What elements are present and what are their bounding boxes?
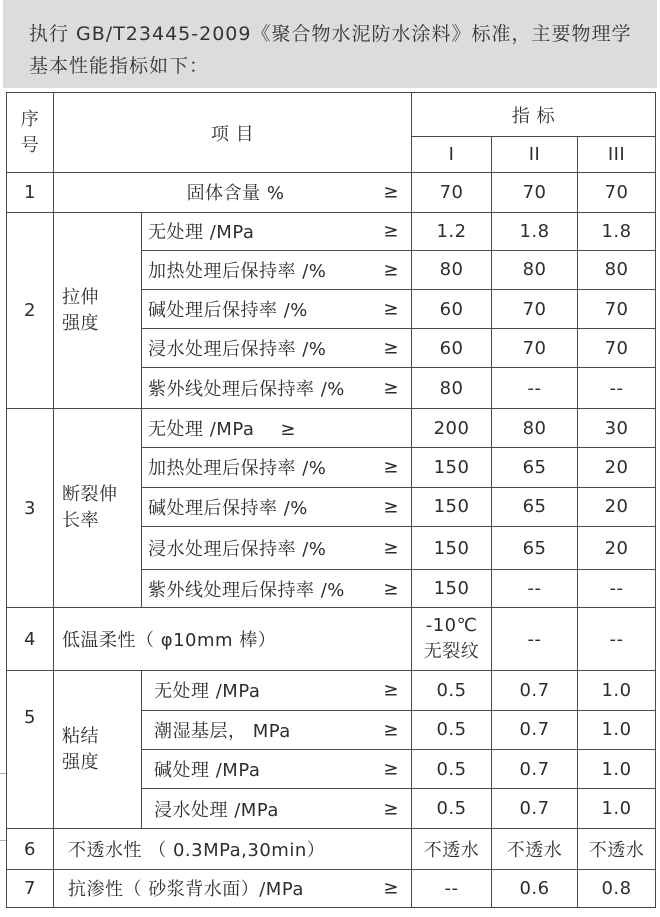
value-grade-1: 80 [412, 368, 492, 409]
header-grade-1: I [412, 137, 492, 173]
item-cell [142, 212, 412, 250]
item-cell [142, 289, 412, 328]
value-grade-1: 0.5 [412, 789, 492, 829]
value-grade-2: -- [492, 368, 578, 409]
value-grade-3: 70 [578, 329, 656, 368]
value-grade-1: 0.5 [412, 670, 492, 710]
value-grade-1: 不透水 [412, 829, 492, 869]
item-cell [142, 527, 412, 570]
ge-symbol: ≥ [383, 496, 400, 518]
group-label: 断裂伸长率 [54, 409, 142, 608]
ge-symbol: ≥ [383, 259, 400, 281]
row-number: 3 [7, 409, 54, 608]
ge-symbol: ≥ [383, 377, 400, 399]
item-label: 无处理 /MPa [154, 681, 261, 703]
value-grade-3: 70 [578, 289, 656, 328]
header-grade-2: II [492, 137, 578, 173]
value-grade-1: 1.2 [412, 212, 492, 250]
row-number: 4 [7, 608, 54, 670]
value-grade-3: 20 [578, 487, 656, 526]
item-cell [142, 710, 412, 749]
value-grade-1: 0.5 [412, 710, 492, 749]
value-grade-3: 30 [578, 409, 656, 447]
item-label: 浸水处理后保持率 /% [148, 339, 327, 361]
value-grade-2: 70 [492, 289, 578, 328]
value-grade-2: -- [492, 570, 578, 608]
ge-symbol: ≥ [383, 758, 400, 780]
item-label: 紫外线处理后保持率 /% [148, 379, 345, 401]
item-label: 加热处理后保持率 /% [148, 260, 327, 282]
value-grade-3: 不透水 [578, 829, 656, 869]
group-label: 粘结强度 [54, 670, 142, 829]
value-grade-1: -10℃无裂纹 [412, 608, 492, 670]
value-grade-2: -- [492, 608, 578, 670]
value-grade-1: 200 [412, 409, 492, 447]
item-label: 不透水性 （ 0.3MPa,30min） [54, 829, 412, 869]
table-row [7, 869, 656, 907]
table-row [7, 212, 656, 250]
value-grade-1: -- [412, 869, 492, 907]
item-cell [142, 789, 412, 829]
table-row [7, 409, 656, 447]
value-grade-1: 0.5 [412, 750, 492, 789]
item-cell [142, 487, 412, 526]
item-cell [142, 570, 412, 608]
value-grade-2: 80 [492, 409, 578, 447]
value-grade-1: 60 [412, 289, 492, 328]
ge-symbol: ≥ [383, 719, 400, 741]
ge-symbol: ≥ [280, 419, 296, 441]
ge-symbol: ≥ [383, 537, 400, 559]
table-row [7, 670, 656, 710]
value-grade-2: 0.7 [492, 710, 578, 749]
value-grade-2: 1.8 [492, 212, 578, 250]
value-grade-2: 65 [492, 447, 578, 487]
value-grade-3: -- [578, 368, 656, 409]
table-row [7, 608, 656, 670]
item-cell [142, 750, 412, 789]
intro-text: 执行 GB/T23445-2009《聚合物水泥防水涂料》标准，主要物理学基本性能指标如下： [3, 0, 657, 88]
item-label: 浸水处理 /MPa [154, 799, 279, 821]
value-grade-3: 1.8 [578, 212, 656, 250]
header-item: 项 目 [54, 93, 412, 173]
value-grade-1: 150 [412, 487, 492, 526]
value-grade-2: 不透水 [492, 829, 578, 869]
value-grade-3: -- [578, 608, 656, 670]
row-number: 1 [7, 173, 54, 212]
item-label: 紫外线处理后保持率 /% [148, 579, 345, 601]
ge-symbol: ≥ [383, 798, 400, 820]
item-label: 浸水处理后保持率 /% [148, 539, 327, 561]
item-label: 碱处理后保持率 /% [148, 497, 308, 519]
value-grade-2: 0.7 [492, 789, 578, 829]
value-grade-2: 70 [492, 329, 578, 368]
row-number: 5 [7, 670, 54, 829]
item-label: 固体含量 % [186, 183, 285, 205]
value-grade-2: 65 [492, 487, 578, 526]
value-grade-2: 0.7 [492, 670, 578, 710]
item-label: 碱处理后保持率 /% [148, 300, 308, 322]
ge-symbol: ≥ [383, 679, 400, 701]
ge-symbol: ≥ [383, 337, 400, 359]
header-grade-3: III [578, 137, 656, 173]
item-cell [142, 670, 412, 710]
item-cell [142, 250, 412, 289]
item-cell [54, 173, 412, 212]
row-number: 7 [7, 869, 54, 907]
item-cell [142, 409, 412, 447]
value-grade-2: 70 [492, 173, 578, 212]
ge-symbol: ≥ [383, 456, 400, 478]
value-grade-3: 1.0 [578, 789, 656, 829]
group-label: 拉伸强度 [54, 212, 142, 409]
item-label: 无处理 /MPa [148, 419, 255, 441]
item-cell [54, 869, 412, 907]
item-cell [142, 447, 412, 487]
value-grade-1: 150 [412, 447, 492, 487]
row-number: 2 [7, 212, 54, 409]
ge-symbol: ≥ [383, 877, 400, 899]
table-row [7, 173, 656, 212]
value-grade-3: 1.0 [578, 670, 656, 710]
ge-symbol: ≥ [383, 220, 400, 242]
properties-table [6, 92, 656, 908]
value-grade-1: 70 [412, 173, 492, 212]
row-number: 6 [7, 829, 54, 869]
value-grade-1: 60 [412, 329, 492, 368]
value-grade-3: 1.0 [578, 750, 656, 789]
value-grade-2: 0.6 [492, 869, 578, 907]
item-label: 加热处理后保持率 /% [148, 458, 327, 480]
value-grade-3: -- [578, 570, 656, 608]
item-label: 抗渗性（ 砂浆背水面）/MPa [68, 879, 304, 901]
value-grade-2: 0.7 [492, 750, 578, 789]
value-grade-3: 20 [578, 527, 656, 570]
value-grade-3: 1.0 [578, 710, 656, 749]
item-label: 潮湿基层， MPa [154, 720, 291, 742]
item-label: 无处理 /MPa [148, 222, 255, 244]
value-grade-3: 20 [578, 447, 656, 487]
value-grade-1: 150 [412, 570, 492, 608]
value-grade-1: 80 [412, 250, 492, 289]
ge-symbol: ≥ [383, 181, 400, 203]
item-cell [142, 329, 412, 368]
item-label: 低温柔性（ φ10mm 棒） [54, 608, 412, 670]
value-grade-3: 80 [578, 250, 656, 289]
value-grade-3: 0.8 [578, 869, 656, 907]
ge-symbol: ≥ [383, 578, 400, 600]
value-grade-2: 65 [492, 527, 578, 570]
value-grade-2: 80 [492, 250, 578, 289]
value-grade-1: 150 [412, 527, 492, 570]
ge-symbol: ≥ [383, 298, 400, 320]
value-grade-3: 70 [578, 173, 656, 212]
table-row [7, 829, 656, 869]
item-cell [142, 368, 412, 409]
item-label: 碱处理 /MPa [154, 760, 261, 782]
header-index: 指 标 [412, 93, 656, 137]
header-seq: 序号 [7, 93, 54, 173]
